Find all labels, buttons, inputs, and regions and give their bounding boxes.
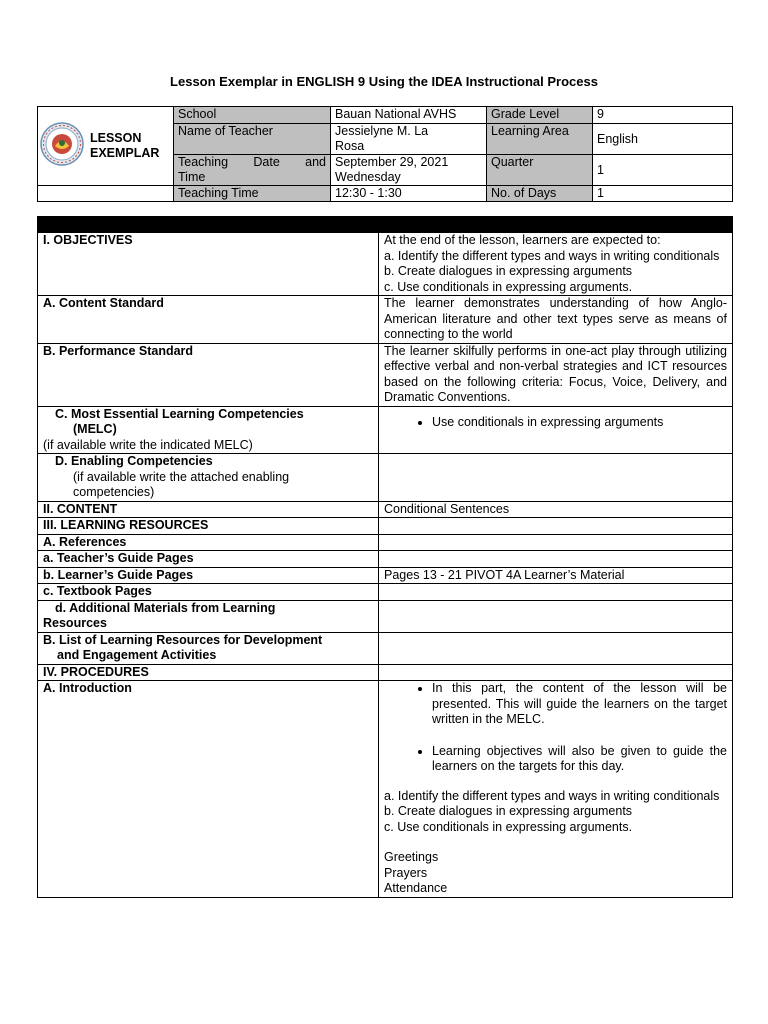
intro-bullet-2: • Learning objectives will also be given to guide the learners on the targets for this day. [432, 744, 727, 775]
content-value: Conditional Sentences [379, 501, 733, 518]
no-of-days-value: 1 [593, 186, 733, 202]
teaching-time-label: Teaching Time [174, 186, 331, 202]
intro-bullet-1: • In this part, the content of the lesson will be presented. This will guide the learners on the target written in the MELC. [432, 681, 727, 728]
list-resources-label [38, 632, 379, 664]
teacher-value-line2: Rosa [335, 139, 365, 153]
additional-materials-value [379, 600, 733, 632]
intro-objective-b: b. Create dialogues in expressing arguments [384, 804, 633, 818]
table-header-bar [38, 217, 733, 233]
content-standard-label: A. Content Standard [38, 296, 379, 344]
enabling-note-line1: (if available write the attached enabling [73, 469, 290, 484]
teaching-date-label-line1: Teaching Date and [178, 155, 326, 169]
quarter-label: Quarter [487, 155, 593, 186]
melc-label-line1: C. Most Essential Learning Competencies [55, 406, 304, 421]
performance-standard-value: The learner skilfully performs in one-act play through utilizing effective verbal and non-verbal strategies and ICT resources based on the following criteria: Focus, Voice, Delivery, and Dramatic Conventions. [379, 343, 733, 406]
objectives-value [379, 233, 733, 296]
table-row [38, 501, 733, 518]
introduction-label: A. Introduction [38, 681, 379, 898]
objective-c: c. Use conditionals in expressing arguments. [384, 279, 633, 294]
school-label: School [174, 107, 331, 124]
table-row [38, 551, 733, 568]
intro-objective-c: c. Use conditionals in expressing arguments. [384, 819, 633, 834]
teaching-date-value-line2: Wednesday [335, 170, 401, 184]
additional-materials-line1: d. Additional Materials from Learning [55, 600, 276, 615]
lesson-header-table [37, 106, 733, 202]
teaching-date-value-line1: September 29, 2021 [335, 155, 449, 169]
table-row [38, 632, 733, 664]
performance-standard-label: B. Performance Standard [38, 343, 379, 406]
table-row [38, 567, 733, 584]
teachers-guide-label: a. Teacher’s Guide Pages [38, 551, 379, 568]
list-resources-value [379, 632, 733, 664]
table-row [38, 296, 733, 344]
melc-value [379, 406, 733, 454]
lesson-exemplar-cell [38, 107, 174, 186]
table-row [38, 343, 733, 406]
objective-a: a. Identify the different types and ways in writing conditionals [384, 248, 720, 263]
table-row [38, 584, 733, 601]
teachers-guide-value [379, 551, 733, 568]
table-row [38, 600, 733, 632]
content-label: II. CONTENT [38, 501, 379, 518]
learning-area-value: English [593, 124, 733, 155]
learning-resources-label: III. LEARNING RESOURCES [38, 518, 379, 535]
enabling-label [38, 454, 379, 502]
melc-note: (if available write the indicated MELC) [43, 437, 253, 452]
references-label: A. References [38, 534, 379, 551]
procedures-value [379, 664, 733, 681]
additional-materials-label [38, 600, 379, 632]
spacer [384, 835, 727, 850]
melc-label-line2: (MELC) [73, 422, 117, 436]
lesson-plan-table [37, 216, 733, 898]
learners-guide-label: b. Learner’s Guide Pages [38, 567, 379, 584]
teaching-date-label [174, 155, 331, 186]
textbook-pages-value [379, 584, 733, 601]
teaching-date-value [331, 155, 487, 186]
school-value: Bauan National AVHS [331, 107, 487, 124]
introduction-value [379, 681, 733, 898]
empty-header-cell [38, 186, 174, 202]
quarter-value: 1 [593, 155, 733, 186]
school-seal-icon [40, 122, 84, 170]
list-resources-line2: and Engagement Activities [57, 648, 217, 662]
melc-item: • Use conditionals in expressing arguments [432, 415, 727, 431]
intro-objective-a: a. Identify the different types and ways in writing conditionals [384, 788, 720, 803]
no-of-days-label: No. of Days [487, 186, 593, 202]
content-standard-value: The learner demonstrates understanding of how Anglo-American literature and other text types serve as means of connecting to the world [379, 296, 733, 344]
table-row [38, 664, 733, 681]
teaching-date-label-line2: Time [178, 170, 206, 184]
document-title: Lesson Exemplar in ENGLISH 9 Using the IDEA Instructional Process [170, 74, 598, 89]
table-row [38, 681, 733, 898]
table-row [38, 454, 733, 502]
melc-label [38, 406, 379, 454]
grade-level-label: Grade Level [487, 107, 593, 124]
objectives-label: I. OBJECTIVES [38, 233, 379, 296]
lesson-label-line1: LESSON [90, 131, 142, 145]
learners-guide-value: Pages 13 - 21 PIVOT 4A Learner’s Material [379, 567, 733, 584]
table-row [38, 233, 733, 296]
list-resources-line1: B. List of Learning Resources for Development [43, 632, 323, 647]
lesson-label-line2: EXEMPLAR [90, 146, 160, 160]
objectives-intro: At the end of the lesson, learners are expected to: [384, 233, 661, 247]
enabling-label-line1: D. Enabling Competencies [55, 454, 213, 468]
learning-resources-value [379, 518, 733, 535]
references-value [379, 534, 733, 551]
procedures-label: IV. PROCEDURES [38, 664, 379, 681]
table-row [38, 406, 733, 454]
table-row [38, 534, 733, 551]
grade-level-value: 9 [593, 107, 733, 124]
objective-b: b. Create dialogues in expressing arguments [384, 264, 633, 278]
prayers-text: Prayers [384, 865, 428, 880]
teacher-label: Name of Teacher [174, 124, 331, 155]
table-row [38, 518, 733, 535]
teacher-value-line1: Jessielyne M. La [335, 124, 429, 138]
enabling-note-line2: competencies) [73, 485, 155, 499]
additional-materials-line2: Resources [43, 616, 107, 630]
learning-area-label: Learning Area [487, 124, 593, 155]
textbook-pages-label: c. Textbook Pages [38, 584, 379, 601]
teaching-time-value: 12:30 - 1:30 [331, 186, 487, 202]
enabling-value [379, 454, 733, 502]
teacher-value [331, 124, 487, 155]
greetings-text: Greetings [384, 850, 439, 864]
attendance-text: Attendance [384, 881, 448, 895]
